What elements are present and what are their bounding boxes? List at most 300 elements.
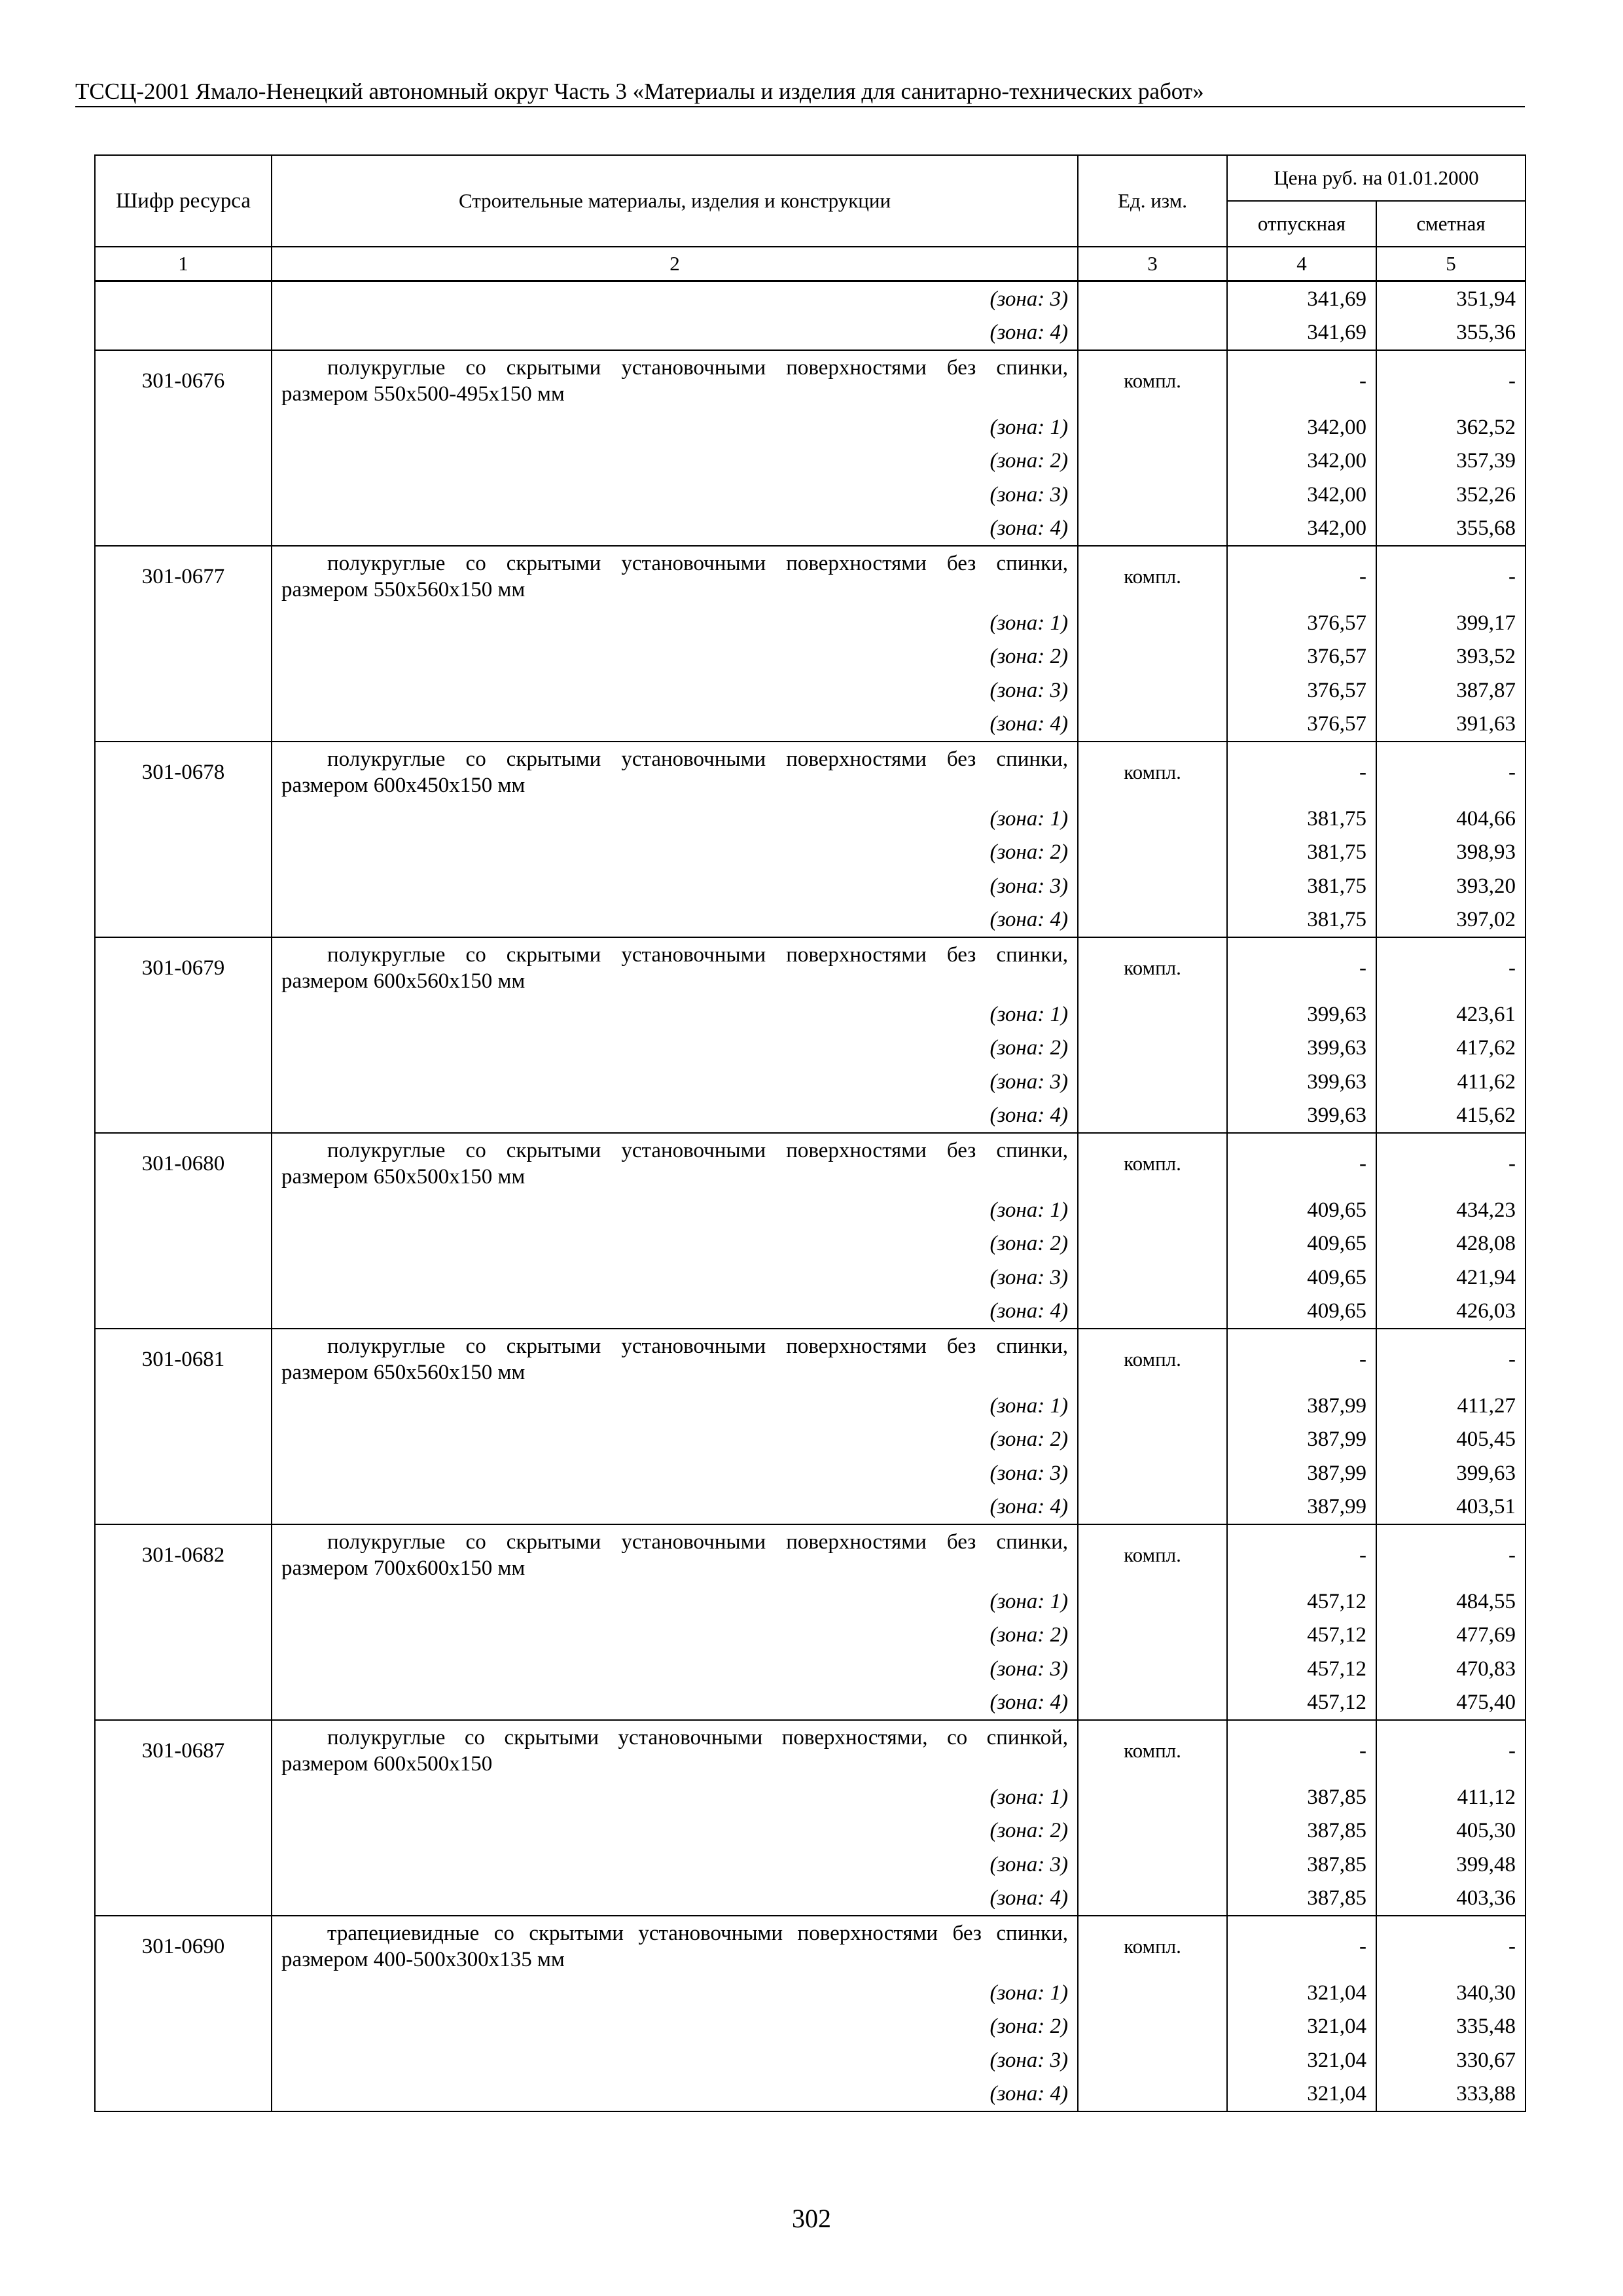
unit-cell: [1078, 1456, 1227, 1490]
zone-row: [95, 478, 1525, 512]
unit-cell: [1078, 1814, 1227, 1848]
release-price: 376,57: [1227, 606, 1376, 640]
unit-cell: [1078, 316, 1227, 351]
code-cell: [95, 869, 272, 903]
unit-cell: [1078, 410, 1227, 444]
zone-label: (зона: 3): [272, 1848, 1078, 1882]
zone-label: (зона: 3): [272, 478, 1078, 512]
code-cell: [95, 1295, 272, 1329]
code-cell: [95, 2043, 272, 2077]
unit-cell: [1078, 606, 1227, 640]
release-price: 457,12: [1227, 1585, 1376, 1619]
release-price: 321,04: [1227, 2043, 1376, 2077]
unit-cell: компл.: [1078, 1720, 1227, 1780]
zone-row: [95, 1814, 1525, 1848]
col-number-5: 5: [1376, 247, 1525, 281]
code-cell: [95, 281, 272, 316]
estimate-price: 411,27: [1376, 1389, 1525, 1423]
estimate-price: 357,39: [1376, 444, 1525, 478]
estimate-price: 393,52: [1376, 640, 1525, 674]
estimate-price: 333,88: [1376, 2077, 1525, 2112]
release-price: 341,69: [1227, 316, 1376, 351]
zone-row: [95, 1065, 1525, 1099]
item-description: [272, 1916, 1078, 1976]
col-number-2: 2: [272, 247, 1078, 281]
item-row: [95, 350, 1525, 410]
estimate-price: 411,12: [1376, 1780, 1525, 1814]
estimate-price: -: [1376, 546, 1525, 606]
estimate-price: -: [1376, 1720, 1525, 1780]
zone-row: [95, 2043, 1525, 2077]
zone-label: (зона: 4): [272, 512, 1078, 547]
zone-label: (зона: 2): [272, 444, 1078, 478]
estimate-price: 355,36: [1376, 316, 1525, 351]
zone-label: (зона: 2): [272, 2010, 1078, 2044]
release-price: 409,65: [1227, 1295, 1376, 1329]
code-cell: [95, 1490, 272, 1525]
col-header-release: отпускная: [1227, 201, 1376, 247]
estimate-price: 426,03: [1376, 1295, 1525, 1329]
zone-label: (зона: 4): [272, 1099, 1078, 1134]
item-description: [272, 1720, 1078, 1780]
release-price: -: [1227, 1720, 1376, 1780]
zone-row: [95, 1686, 1525, 1721]
unit-cell: [1078, 1619, 1227, 1653]
unit-cell: [1078, 1976, 1227, 2010]
item-description: [272, 742, 1078, 802]
zone-row: [95, 316, 1525, 351]
code-cell: [95, 673, 272, 708]
estimate-price: -: [1376, 1524, 1525, 1585]
zone-row: [95, 281, 1525, 316]
code-cell: [95, 903, 272, 938]
release-price: 387,99: [1227, 1456, 1376, 1490]
code-cell: [95, 2010, 272, 2044]
col-number-3: 3: [1078, 247, 1227, 281]
unit-cell: [1078, 1882, 1227, 1916]
col-header-unit: Ед. изм.: [1078, 155, 1227, 247]
zone-row: [95, 1882, 1525, 1916]
zone-row: [95, 1261, 1525, 1295]
zone-label: (зона: 3): [272, 1261, 1078, 1295]
unit-cell: компл.: [1078, 937, 1227, 997]
zone-label: (зона: 3): [272, 1456, 1078, 1490]
estimate-price: 477,69: [1376, 1619, 1525, 1653]
resource-code: 301-0678: [95, 742, 272, 802]
zone-row: [95, 708, 1525, 742]
header-rule: [75, 106, 1525, 107]
code-cell: [95, 640, 272, 674]
item-name: полукруглые со скрытыми установочными поверхностями, со спинкой, размером 600x500x150: [281, 1725, 1068, 1776]
col-header-name: Строительные материалы, изделия и конструкции: [272, 155, 1078, 247]
release-price: -: [1227, 1329, 1376, 1389]
estimate-price: 417,62: [1376, 1031, 1525, 1066]
estimate-price: -: [1376, 937, 1525, 997]
unit-cell: [1078, 1065, 1227, 1099]
zone-label: (зона: 1): [272, 1780, 1078, 1814]
resource-code: 301-0676: [95, 350, 272, 410]
release-price: 399,63: [1227, 997, 1376, 1031]
release-price: 387,85: [1227, 1814, 1376, 1848]
estimate-price: 470,83: [1376, 1652, 1525, 1686]
unit-cell: [1078, 1652, 1227, 1686]
item-row: [95, 742, 1525, 802]
zone-label: (зона: 4): [272, 1882, 1078, 1916]
zone-label: (зона: 1): [272, 1585, 1078, 1619]
col-number-4: 4: [1227, 247, 1376, 281]
unit-cell: [1078, 802, 1227, 836]
release-price: 399,63: [1227, 1065, 1376, 1099]
unit-cell: [1078, 869, 1227, 903]
item-row: [95, 1916, 1525, 1976]
release-price: 387,85: [1227, 1848, 1376, 1882]
code-cell: [95, 2077, 272, 2112]
item-row: [95, 937, 1525, 997]
zone-label: (зона: 3): [272, 869, 1078, 903]
unit-cell: [1078, 1490, 1227, 1525]
zone-label: (зона: 4): [272, 1295, 1078, 1329]
estimate-price: 484,55: [1376, 1585, 1525, 1619]
estimate-price: -: [1376, 742, 1525, 802]
estimate-price: 330,67: [1376, 2043, 1525, 2077]
estimate-price: -: [1376, 1329, 1525, 1389]
zone-label: (зона: 4): [272, 903, 1078, 938]
item-description: [272, 1133, 1078, 1193]
estimate-price: 397,02: [1376, 903, 1525, 938]
unit-cell: компл.: [1078, 1916, 1227, 1976]
code-cell: [95, 1686, 272, 1721]
release-price: 341,69: [1227, 281, 1376, 316]
estimate-price: 403,36: [1376, 1882, 1525, 1916]
estimate-price: 411,62: [1376, 1065, 1525, 1099]
unit-cell: [1078, 512, 1227, 547]
item-name: полукруглые со скрытыми установочными поверхностями без спинки, размером 700x600x150 мм: [281, 1530, 1068, 1580]
zone-row: [95, 1652, 1525, 1686]
item-row: [95, 1720, 1525, 1780]
item-row: [95, 1329, 1525, 1389]
zone-row: [95, 802, 1525, 836]
resource-code: 301-0680: [95, 1133, 272, 1193]
zone-row: [95, 1389, 1525, 1423]
zone-row: [95, 606, 1525, 640]
code-cell: [95, 1619, 272, 1653]
estimate-price: 475,40: [1376, 1686, 1525, 1721]
zone-row: [95, 640, 1525, 674]
zone-row: [95, 1848, 1525, 1882]
release-price: 381,75: [1227, 903, 1376, 938]
estimate-price: 399,17: [1376, 606, 1525, 640]
resource-code: 301-0679: [95, 937, 272, 997]
item-row: [95, 546, 1525, 606]
release-price: 457,12: [1227, 1619, 1376, 1653]
release-price: 387,85: [1227, 1882, 1376, 1916]
zone-label: (зона: 4): [272, 2077, 1078, 2112]
zone-row: [95, 1490, 1525, 1525]
zone-label: (зона: 3): [272, 281, 1078, 316]
release-price: 342,00: [1227, 512, 1376, 547]
unit-cell: [1078, 1848, 1227, 1882]
release-price: 376,57: [1227, 708, 1376, 742]
zone-row: [95, 1031, 1525, 1066]
zone-row: [95, 673, 1525, 708]
unit-cell: [1078, 903, 1227, 938]
item-name: полукруглые со скрытыми установочными поверхностями без спинки, размером 650x500x150 мм: [281, 1138, 1068, 1189]
estimate-price: 351,94: [1376, 281, 1525, 316]
zone-label: (зона: 4): [272, 316, 1078, 351]
release-price: 342,00: [1227, 444, 1376, 478]
col-header-estimate: сметная: [1376, 201, 1525, 247]
unit-cell: [1078, 1193, 1227, 1227]
zone-row: [95, 444, 1525, 478]
zone-row: [95, 1099, 1525, 1134]
release-price: -: [1227, 1916, 1376, 1976]
unit-cell: [1078, 1261, 1227, 1295]
estimate-price: 421,94: [1376, 1261, 1525, 1295]
code-cell: [95, 1423, 272, 1457]
release-price: 457,12: [1227, 1652, 1376, 1686]
estimate-price: -: [1376, 1916, 1525, 1976]
estimate-price: 335,48: [1376, 2010, 1525, 2044]
release-price: -: [1227, 350, 1376, 410]
unit-cell: [1078, 1585, 1227, 1619]
estimate-price: 423,61: [1376, 997, 1525, 1031]
release-price: 376,57: [1227, 640, 1376, 674]
zone-label: (зона: 3): [272, 1652, 1078, 1686]
unit-cell: [1078, 2077, 1227, 2112]
code-cell: [95, 1848, 272, 1882]
release-price: 381,75: [1227, 802, 1376, 836]
code-cell: [95, 1389, 272, 1423]
release-price: 409,65: [1227, 1227, 1376, 1261]
zone-row: [95, 997, 1525, 1031]
release-price: 399,63: [1227, 1099, 1376, 1134]
release-price: 381,75: [1227, 836, 1376, 870]
code-cell: [95, 606, 272, 640]
item-description: [272, 350, 1078, 410]
unit-cell: компл.: [1078, 1329, 1227, 1389]
estimate-price: 398,93: [1376, 836, 1525, 870]
code-cell: [95, 1031, 272, 1066]
unit-cell: [1078, 478, 1227, 512]
release-price: 321,04: [1227, 1976, 1376, 2010]
unit-cell: [1078, 997, 1227, 1031]
estimate-price: 399,48: [1376, 1848, 1525, 1882]
release-price: -: [1227, 546, 1376, 606]
release-price: 376,57: [1227, 673, 1376, 708]
zone-label: (зона: 4): [272, 1686, 1078, 1721]
zone-row: [95, 2010, 1525, 2044]
item-description: [272, 937, 1078, 997]
zone-label: (зона: 2): [272, 640, 1078, 674]
resource-code: 301-0687: [95, 1720, 272, 1780]
unit-cell: компл.: [1078, 1133, 1227, 1193]
col-header-code: Шифр ресурса: [95, 155, 272, 247]
estimate-price: 405,45: [1376, 1423, 1525, 1457]
zone-row: [95, 1193, 1525, 1227]
zone-row: [95, 1295, 1525, 1329]
item-description: [272, 546, 1078, 606]
code-cell: [95, 1882, 272, 1916]
unit-cell: [1078, 1423, 1227, 1457]
code-cell: [95, 836, 272, 870]
release-price: 387,85: [1227, 1780, 1376, 1814]
release-price: 457,12: [1227, 1686, 1376, 1721]
unit-cell: [1078, 1099, 1227, 1134]
estimate-price: 428,08: [1376, 1227, 1525, 1261]
code-cell: [95, 708, 272, 742]
release-price: -: [1227, 742, 1376, 802]
zone-label: (зона: 1): [272, 1389, 1078, 1423]
page-number: 302: [792, 2204, 831, 2233]
zone-row: [95, 1423, 1525, 1457]
zone-label: (зона: 2): [272, 1814, 1078, 1848]
unit-cell: [1078, 1031, 1227, 1066]
zone-label: (зона: 3): [272, 1065, 1078, 1099]
estimate-price: 391,63: [1376, 708, 1525, 742]
unit-cell: [1078, 1780, 1227, 1814]
zone-label: (зона: 2): [272, 1227, 1078, 1261]
zone-label: (зона: 2): [272, 1031, 1078, 1066]
estimate-price: -: [1376, 350, 1525, 410]
release-price: 342,00: [1227, 478, 1376, 512]
item-name: полукруглые со скрытыми установочными поверхностями без спинки, размером 550x500-495x150 мм: [281, 355, 1068, 406]
code-cell: [95, 997, 272, 1031]
zone-label: (зона: 1): [272, 410, 1078, 444]
zone-row: [95, 2077, 1525, 2112]
release-price: 387,99: [1227, 1389, 1376, 1423]
unit-cell: [1078, 1686, 1227, 1721]
release-price: -: [1227, 1133, 1376, 1193]
price-table: [94, 154, 1526, 2112]
unit-cell: компл.: [1078, 1524, 1227, 1585]
unit-cell: [1078, 1389, 1227, 1423]
estimate-price: 352,26: [1376, 478, 1525, 512]
item-name: полукруглые со скрытыми установочными поверхностями без спинки, размером 650x560x150 мм: [281, 1334, 1068, 1384]
code-cell: [95, 1585, 272, 1619]
code-cell: [95, 1227, 272, 1261]
resource-code: 301-0690: [95, 1916, 272, 1976]
release-price: -: [1227, 937, 1376, 997]
zone-label: (зона: 1): [272, 997, 1078, 1031]
release-price: -: [1227, 1524, 1376, 1585]
code-cell: [95, 410, 272, 444]
item-name: полукруглые со скрытыми установочными поверхностями без спинки, размером 600x560x150 мм: [281, 942, 1068, 993]
code-cell: [95, 1976, 272, 2010]
unit-cell: [1078, 708, 1227, 742]
code-cell: [95, 1193, 272, 1227]
code-cell: [95, 444, 272, 478]
release-price: 387,99: [1227, 1423, 1376, 1457]
item-row: [95, 1524, 1525, 1585]
zone-label: (зона: 4): [272, 708, 1078, 742]
col-number-1: 1: [95, 247, 272, 281]
item-description: [272, 1524, 1078, 1585]
release-price: 409,65: [1227, 1261, 1376, 1295]
zone-row: [95, 869, 1525, 903]
zone-row: [95, 1227, 1525, 1261]
estimate-price: 415,62: [1376, 1099, 1525, 1134]
estimate-price: 403,51: [1376, 1490, 1525, 1525]
code-cell: [95, 512, 272, 547]
release-price: 381,75: [1227, 869, 1376, 903]
zone-label: (зона: 1): [272, 802, 1078, 836]
zone-row: [95, 903, 1525, 938]
code-cell: [95, 1261, 272, 1295]
estimate-price: -: [1376, 1133, 1525, 1193]
unit-cell: компл.: [1078, 546, 1227, 606]
zone-label: (зона: 1): [272, 1976, 1078, 2010]
zone-row: [95, 1976, 1525, 2010]
zone-label: (зона: 1): [272, 606, 1078, 640]
zone-label: (зона: 3): [272, 2043, 1078, 2077]
code-cell: [95, 1456, 272, 1490]
unit-cell: [1078, 444, 1227, 478]
release-price: 342,00: [1227, 410, 1376, 444]
unit-cell: [1078, 673, 1227, 708]
item-description: [272, 1329, 1078, 1389]
estimate-price: 405,30: [1376, 1814, 1525, 1848]
release-price: 409,65: [1227, 1193, 1376, 1227]
estimate-price: 355,68: [1376, 512, 1525, 547]
code-cell: [95, 316, 272, 351]
estimate-price: 387,87: [1376, 673, 1525, 708]
estimate-price: 340,30: [1376, 1976, 1525, 2010]
estimate-price: 362,52: [1376, 410, 1525, 444]
resource-code: 301-0682: [95, 1524, 272, 1585]
unit-cell: [1078, 640, 1227, 674]
zone-row: [95, 1585, 1525, 1619]
unit-cell: [1078, 836, 1227, 870]
estimate-price: 404,66: [1376, 802, 1525, 836]
estimate-price: 399,63: [1376, 1456, 1525, 1490]
col-header-price: Цена руб. на 01.01.2000: [1227, 155, 1525, 201]
resource-code: 301-0677: [95, 546, 272, 606]
zone-row: [95, 1456, 1525, 1490]
zone-row: [95, 1619, 1525, 1653]
release-price: 321,04: [1227, 2010, 1376, 2044]
item-row: [95, 1133, 1525, 1193]
item-name: полукруглые со скрытыми установочными поверхностями без спинки, размером 600x450x150 мм: [281, 747, 1068, 797]
zone-row: [95, 410, 1525, 444]
code-cell: [95, 1780, 272, 1814]
code-cell: [95, 1065, 272, 1099]
zone-label: (зона: 3): [272, 673, 1078, 708]
release-price: 321,04: [1227, 2077, 1376, 2112]
estimate-price: 434,23: [1376, 1193, 1525, 1227]
zone-label: (зона: 2): [272, 1619, 1078, 1653]
estimate-price: 393,20: [1376, 869, 1525, 903]
unit-cell: [1078, 2010, 1227, 2044]
unit-cell: [1078, 2043, 1227, 2077]
zone-row: [95, 836, 1525, 870]
unit-cell: компл.: [1078, 350, 1227, 410]
code-cell: [95, 478, 272, 512]
code-cell: [95, 1099, 272, 1134]
code-cell: [95, 1814, 272, 1848]
zone-label: (зона: 4): [272, 1490, 1078, 1525]
release-price: 399,63: [1227, 1031, 1376, 1066]
code-cell: [95, 802, 272, 836]
unit-cell: [1078, 1295, 1227, 1329]
unit-cell: компл.: [1078, 742, 1227, 802]
zone-label: (зона: 2): [272, 1423, 1078, 1457]
unit-cell: [1078, 281, 1227, 316]
unit-cell: [1078, 1227, 1227, 1261]
item-name: полукруглые со скрытыми установочными поверхностями без спинки, размером 550x560x150 мм: [281, 551, 1068, 601]
zone-label: (зона: 2): [272, 836, 1078, 870]
zone-label: (зона: 1): [272, 1193, 1078, 1227]
resource-code: 301-0681: [95, 1329, 272, 1389]
